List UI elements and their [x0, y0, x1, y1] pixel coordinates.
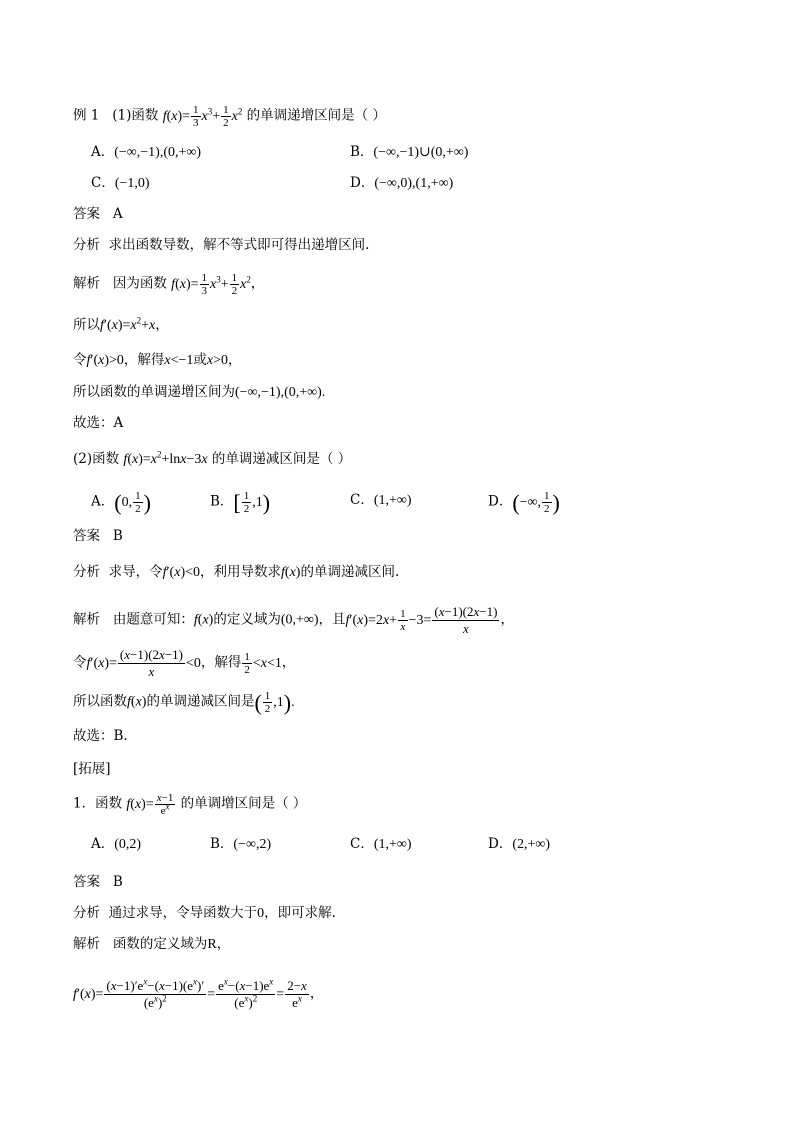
ext-solution-line-1: 解析 函数的定义域为R， [73, 936, 231, 952]
ex1-option-d: D．(−∞,0),(1,+∞) [350, 175, 454, 191]
ext-answer: 答案 B [73, 874, 123, 890]
ex1-analysis: 分析 求出函数导数，解不等式即可得出递增区间. [73, 237, 370, 253]
ex1-formula: f(x)= $\frac{1}{3}$ $x^3+$ $\frac{1}{2}$ $x^2$ [162, 104, 243, 129]
ex1-label: 例 1 [73, 107, 100, 124]
ex1-option-b: B．(−∞,−1)∪(0,+∞) [350, 144, 469, 160]
ex2-solution-line-2: 令f′(x)= $\frac{(x-1)(2x-1)}{x}$ <0，解得 $\frac{1}{2}$ <x<1， [73, 647, 296, 679]
ex2-answer: 答案 B [73, 528, 123, 544]
ext-option-a: A．(0,2) [91, 836, 142, 852]
ex1-q-suffix: 的单调递增区间是（ ） [246, 107, 386, 124]
ex2-question: (2)函数 $f(x)=x^2+\ln x-3x$ 的单调递减区间是（ ） [73, 449, 352, 467]
ex2-option-b: B．[ $\frac{1}{2}$ ,1) [210, 489, 271, 515]
ex1-solution-line-1: 解析 因为函数 f(x)= $\frac{1}{3}$ $x^3+$ $\frac{1}{2}$ $x^2$， [73, 272, 265, 297]
ex1-question [73, 104, 386, 129]
ex2-option-a: A．(0, $\frac{1}{2}$ ) [91, 489, 151, 515]
ext-question: 1．函数 f(x)= $\frac{x-1}{e^x}$ 的单调增区间是（ ） [73, 792, 307, 817]
ex1-solution-line-4: 所以函数的单调递增区间为(−∞,−1),(0,+∞). [73, 384, 326, 400]
ext-analysis: 分析 通过求导，令导函数大于0，即可求解. [73, 905, 336, 921]
ex2-choose: 故选：B. [73, 728, 128, 744]
ex2-option-d: D．(−∞, $\frac{1}{2}$ ) [488, 489, 560, 515]
ext-option-d: D．(2,+∞) [488, 836, 551, 852]
ex2-solution-line-1: 解析 由题意可知：f(x)的定义域为(0,+∞)，且f′(x)=2x+ $\frac{1}{x}$ −3= $\frac{(x-1)(2x-1)}{x}$ ， [73, 604, 514, 636]
ext-label: [拓展] [73, 761, 111, 777]
ex2-analysis: 分析 求导，令f′(x)<0，利用导数求f(x)的单调递减区间. [73, 564, 400, 580]
ext-option-b: B．(−∞,2) [210, 836, 272, 852]
ex2-option-c: C．(1,+∞) [350, 492, 412, 508]
ext-derivative-line: f′(x)= $\frac{(x-1)'e^x-(x-1)(e^x)'}{(e^x)^2}$ = $\frac{e^x-(x-1)e^x}{(e^x)^2}$ = $\frac{2-x}{e^x}$ ， [73, 976, 324, 1010]
ex1-option-c: C．(−1,0) [91, 175, 150, 191]
ex1-choose: 故选：A [73, 415, 124, 431]
ex1-solution-line-3: 令f′(x)>0，解得x<−1或x>0， [73, 352, 242, 368]
ex1-solution-line-2: 所以$f'(x)=x^2+x$， [73, 315, 169, 333]
ex2-solution-line-3: 所以函数f(x)的单调递减区间是( $\frac{1}{2}$ ,1). [73, 689, 295, 715]
ext-option-c: C．(1,+∞) [350, 836, 412, 852]
ex1-option-a: A．(−∞,−1),(0,+∞) [91, 144, 202, 160]
ex1-answer: 答案 A [73, 206, 123, 222]
ex1-q-prefix: (1)函数 [112, 107, 159, 124]
